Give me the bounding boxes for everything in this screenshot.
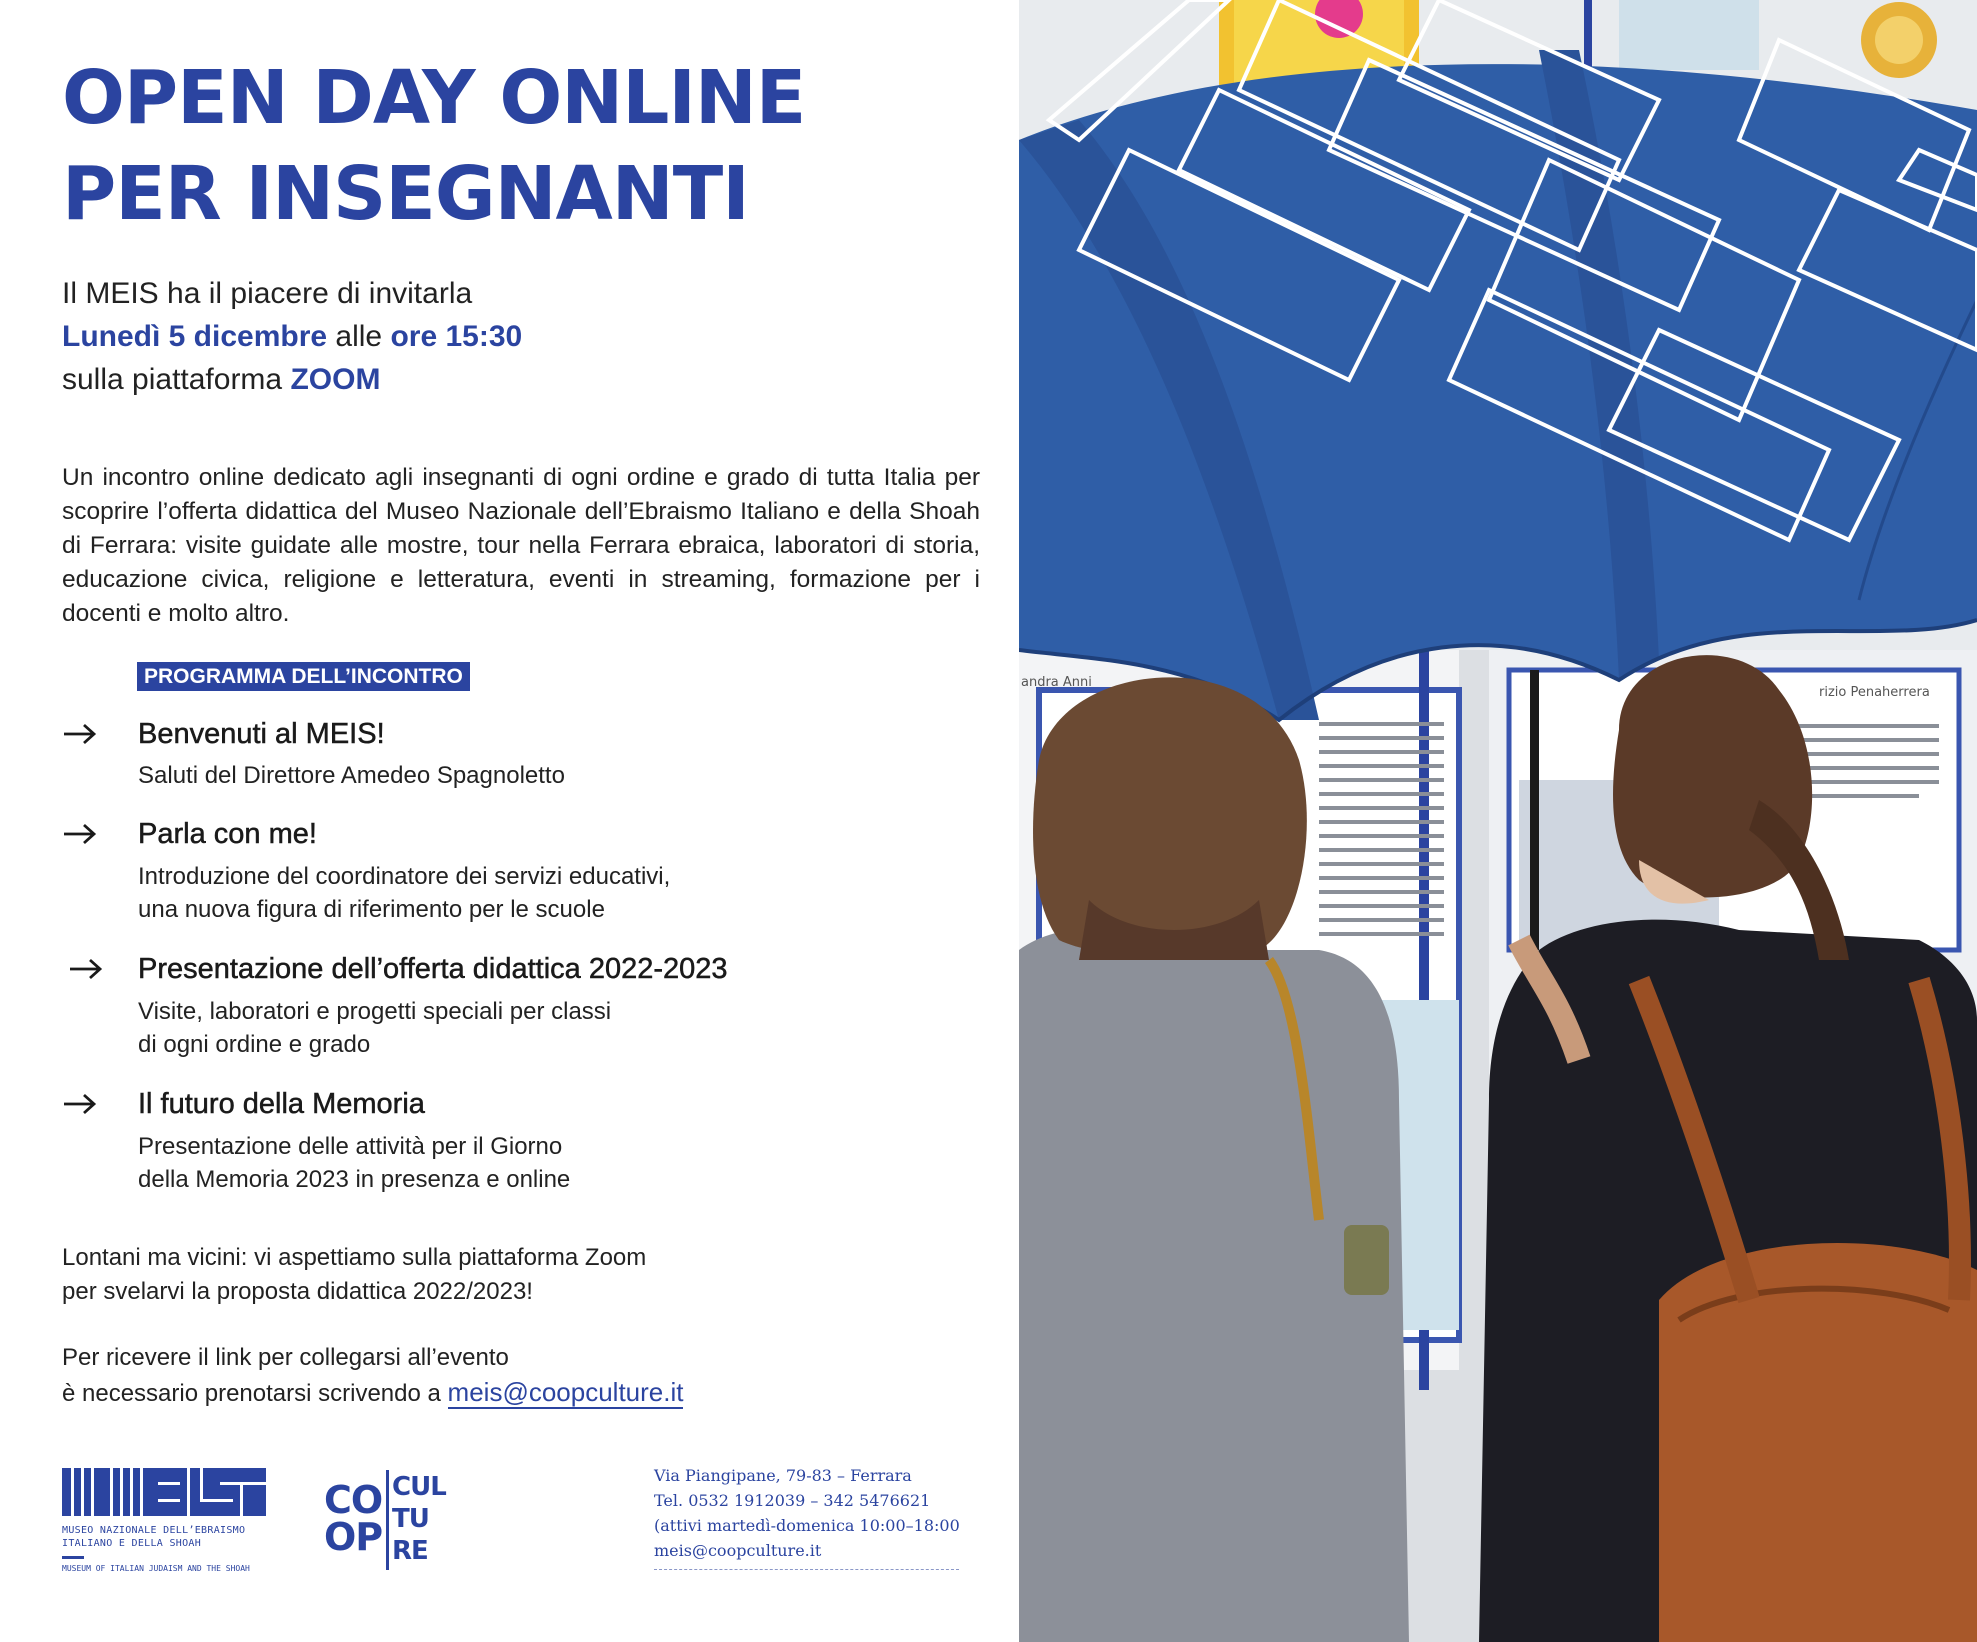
meis-name-en: MUSEUM OF ITALIAN JUDAISM AND THE SHOAH [62, 1564, 250, 1573]
event-date: Lunedì 5 dicembre [62, 320, 328, 353]
program-item-title: Il futuro della Memoria [138, 1088, 425, 1120]
arrow-right-icon [62, 723, 98, 745]
coop-logo-text: CO [324, 1478, 383, 1522]
arrow-right-icon [62, 1093, 98, 1115]
program-item-desc-line: una nuova figura di riferimento per le scuole [138, 896, 605, 923]
alle-text: alle [327, 320, 391, 353]
page-title [62, 50, 805, 242]
program-item-title: Parla con me! [138, 818, 317, 850]
coop-logo-text: RE [392, 1536, 428, 1566]
program-item [62, 952, 962, 1062]
program-item-desc [138, 995, 611, 1061]
booking-info [62, 1341, 683, 1411]
program-item [62, 817, 962, 927]
program-item-desc-line: della Memoria 2023 in presenza e online [138, 1166, 571, 1193]
closing-message [62, 1241, 646, 1309]
program-item-desc [138, 759, 565, 792]
contact-info [654, 1463, 959, 1570]
hero-photo [1019, 0, 1977, 1642]
email-link[interactable]: meis@coopculture.it [447, 1377, 684, 1407]
program-item [62, 717, 962, 797]
program-item-desc [138, 860, 670, 926]
booking-line-email [62, 1375, 683, 1411]
platform-name: ZOOM [290, 363, 381, 396]
meis-name-it-1: MUSEO NAZIONALE DELL’EBRAISMO [62, 1525, 246, 1536]
arrow-right-icon [68, 958, 104, 980]
meis-logo [62, 1468, 272, 1574]
coop-logo-left [324, 1478, 383, 1559]
booking-line: Per ricevere il link per collegarsi all’evento [62, 1344, 509, 1371]
program-item-desc-line: di ogni ordine e grado [138, 1031, 371, 1058]
coop-logo-text: CUL [392, 1472, 446, 1502]
contact-phone: Tel. 0532 1912039 – 342 5476621 [654, 1491, 931, 1510]
platform-prefix: sulla piattaforma [62, 363, 291, 396]
umbrella-photo [1019, 0, 1977, 1642]
contact-address: Via Piangipane, 79-83 – Ferrara [654, 1466, 912, 1485]
program-item-title: Benvenuti al MEIS! [138, 718, 385, 750]
closing-line: per svelarvi la proposta didattica 2022/2023! [62, 1278, 533, 1305]
title-line-1: OPEN DAY ONLINE [62, 55, 806, 141]
coopculture-logo [324, 1470, 446, 1570]
panel-left-caption: andra Anni [1021, 675, 1092, 690]
program-item-desc-line: Saluti del Direttore Amedeo Spagnoletto [138, 762, 565, 789]
invitation-line: Il MEIS ha il piacere di invitarla [62, 277, 473, 310]
meis-divider [62, 1556, 84, 1559]
panel-right-caption: rizio Penaherrera [1819, 685, 1930, 700]
title-line-2: PER INSEGNANTI [62, 151, 749, 237]
program-item [62, 1087, 962, 1197]
contact-hours: (attivi martedì-domenica 10:00–18:00 [654, 1516, 960, 1535]
program-item-desc-line: Introduzione del coordinatore dei servizi educativi, [138, 863, 671, 890]
coop-logo-text: OP [324, 1515, 383, 1559]
date-time-line [62, 315, 522, 358]
meis-logo-mark [62, 1468, 266, 1516]
meis-name-it-2: ITALIANO E DELLA SHOAH [62, 1538, 202, 1549]
program-item-title: Presentazione dell’offerta didattica 2022-2023 [138, 953, 728, 985]
invitation-details [62, 272, 522, 401]
contact-email[interactable]: meis@coopculture.it [654, 1541, 822, 1560]
program-badge: PROGRAMMA DELL’INCONTRO [137, 662, 470, 691]
platform-line [62, 358, 522, 401]
program-item-desc-line: Presentazione delle attività per il Giorno [138, 1133, 563, 1160]
program-item-desc [138, 1130, 570, 1196]
event-time: ore 15:30 [390, 320, 523, 353]
coop-logo-divider [386, 1470, 389, 1570]
coop-logo-text: TU [392, 1504, 429, 1534]
intro-paragraph: Un incontro online dedicato agli insegnanti di ogni ordine e grado di tutta Italia per scoprire l’offerta didattica del Museo Nazionale dell’Ebraismo Italiano e della Shoah di Ferrara: visite guidate alle mostre, tour nella Ferrara ebraica, laboratori di storia, educazione civica, religione e letteratura, eventi in streaming, formazione per i docenti e molto altro. [62, 463, 980, 627]
arrow-right-icon [62, 823, 98, 845]
booking-prefix: è necessario prenotarsi scrivendo a [62, 1380, 448, 1407]
coop-logo-right [392, 1471, 446, 1567]
closing-line: Lontani ma vicini: vi aspettiamo sulla piattaforma Zoom [62, 1244, 647, 1271]
program-item-desc-line: Visite, laboratori e progetti speciali per classi [138, 998, 612, 1025]
